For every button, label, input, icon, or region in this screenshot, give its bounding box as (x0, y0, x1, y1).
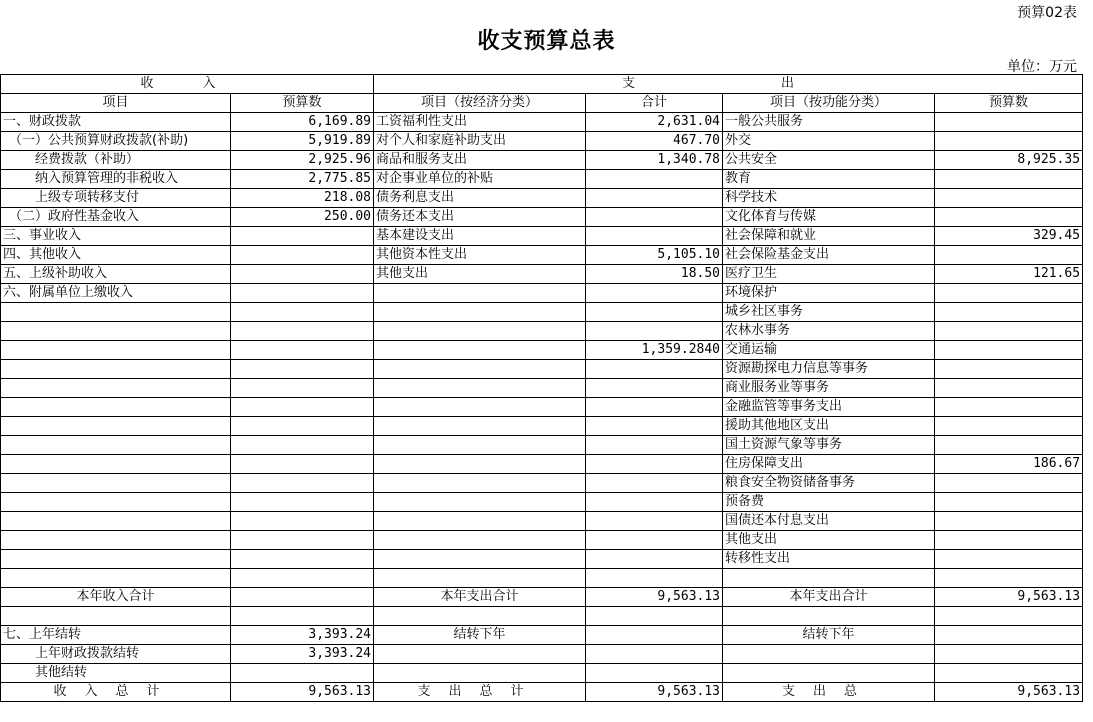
form-number: 预算02表 (1017, 5, 1077, 21)
column-header-row (1, 94, 1083, 113)
econ-item (374, 398, 586, 417)
income-item: （二）政府性基金收入 (1, 208, 231, 227)
expense-total-value: 9,563.13 (586, 683, 723, 702)
col-func-item: 项目（按功能分类） (723, 94, 935, 113)
carry-in-label: 七、上年结转 (1, 626, 231, 645)
income-value (231, 436, 374, 455)
econ-value (586, 417, 723, 436)
econ-value (586, 284, 723, 303)
income-item: 一、财政拨款 (1, 113, 231, 132)
func-item: 国债还本付息支出 (723, 512, 935, 531)
income-value (231, 303, 374, 322)
func-item: 医疗卫生 (723, 265, 935, 284)
func-value (935, 284, 1083, 303)
year-expense-label: 本年支出合计 (374, 588, 586, 607)
col-econ-total: 合计 (586, 94, 723, 113)
col-income-item: 项目 (1, 94, 231, 113)
func-item: 资源勘探电力信息等事务 (723, 360, 935, 379)
blank-row (1, 607, 1083, 626)
func-item: 粮食安全物资储备事务 (723, 474, 935, 493)
econ-value (586, 303, 723, 322)
table-row (1, 360, 1083, 379)
income-total-label: 收入总计 (1, 683, 231, 702)
func-item: 其他支出 (723, 531, 935, 550)
income-value (231, 474, 374, 493)
econ-item: 债务利息支出 (374, 189, 586, 208)
econ-value (586, 569, 723, 588)
page-title: 收支预算总表 (477, 28, 616, 54)
func-value (935, 512, 1083, 531)
expense-total-label: 支出总计 (374, 683, 586, 702)
income-value: 2,925.96 (231, 151, 374, 170)
func-value (935, 113, 1083, 132)
carry-out-func-label: 结转下年 (723, 626, 935, 645)
econ-item: 其他支出 (374, 265, 586, 284)
table-row (1, 417, 1083, 436)
carry-fin-row (1, 645, 1083, 664)
income-value (231, 322, 374, 341)
year-income-label: 本年收入合计 (1, 588, 231, 607)
func-value (935, 246, 1083, 265)
expense-group-header: 支 出 (374, 75, 1083, 94)
income-value: 250.00 (231, 208, 374, 227)
func-value (935, 474, 1083, 493)
econ-item: 基本建设支出 (374, 227, 586, 246)
income-value (231, 569, 374, 588)
func-value (935, 493, 1083, 512)
carry-in-value: 3,393.24 (231, 626, 374, 645)
table-row (1, 322, 1083, 341)
income-item: 纳入预算管理的非税收入 (1, 170, 231, 189)
econ-value: 467.70 (586, 132, 723, 151)
table-row (1, 151, 1083, 170)
func-item: 金融监管等事务支出 (723, 398, 935, 417)
income-item: 经费拨款（补助） (1, 151, 231, 170)
income-item (1, 417, 231, 436)
income-item (1, 531, 231, 550)
econ-item: 其他资本性支出 (374, 246, 586, 265)
income-value (231, 284, 374, 303)
func-item: 环境保护 (723, 284, 935, 303)
func-item: 国土资源气象等事务 (723, 436, 935, 455)
func-value (935, 360, 1083, 379)
func-item: 文化体育与传媒 (723, 208, 935, 227)
econ-value: 1,340.78 (586, 151, 723, 170)
econ-item (374, 417, 586, 436)
carry-fin-value: 3,393.24 (231, 645, 374, 664)
income-item (1, 550, 231, 569)
year-expense-econ-value: 9,563.13 (586, 588, 723, 607)
func-value (935, 322, 1083, 341)
econ-item (374, 360, 586, 379)
income-value: 2,775.85 (231, 170, 374, 189)
econ-item (374, 474, 586, 493)
year-income-value (231, 588, 374, 607)
income-item (1, 341, 231, 360)
func-item: 城乡社区事务 (723, 303, 935, 322)
table-row (1, 398, 1083, 417)
func-item: 社会保障和就业 (723, 227, 935, 246)
col-func-budget: 预算数 (935, 94, 1083, 113)
econ-value (586, 322, 723, 341)
func-value: 186.67 (935, 455, 1083, 474)
income-item (1, 474, 231, 493)
income-value (231, 493, 374, 512)
func-value (935, 303, 1083, 322)
econ-value: 2,631.04 (586, 113, 723, 132)
income-item (1, 569, 231, 588)
income-group-header: 收 入 (1, 75, 374, 94)
table-row (1, 170, 1083, 189)
year-expense-func-label: 本年支出合计 (723, 588, 935, 607)
func-item: 商业服务业等事务 (723, 379, 935, 398)
econ-item (374, 550, 586, 569)
table-row (1, 474, 1083, 493)
income-value (231, 227, 374, 246)
income-item (1, 379, 231, 398)
func-item: 交通运输 (723, 341, 935, 360)
econ-item (374, 284, 586, 303)
income-value (231, 531, 374, 550)
table-row (1, 436, 1083, 455)
econ-value (586, 512, 723, 531)
income-item (1, 360, 231, 379)
other-carry-label: 其他结转 (1, 664, 231, 683)
econ-value (586, 208, 723, 227)
econ-item: 对企事业单位的补贴 (374, 170, 586, 189)
income-value (231, 341, 374, 360)
func-item: 一般公共服务 (723, 113, 935, 132)
income-value (231, 246, 374, 265)
func-value (935, 170, 1083, 189)
func-value: 329.45 (935, 227, 1083, 246)
func-item: 公共安全 (723, 151, 935, 170)
income-item: 五、上级补助收入 (1, 265, 231, 284)
table-row (1, 265, 1083, 284)
year-total-row (1, 588, 1083, 607)
econ-value (586, 189, 723, 208)
col-econ-item: 项目（按经济分类） (374, 94, 586, 113)
econ-item: 工资福利性支出 (374, 113, 586, 132)
func-value (935, 189, 1083, 208)
func-value (935, 132, 1083, 151)
func-item: 住房保障支出 (723, 455, 935, 474)
income-item (1, 493, 231, 512)
econ-value (586, 398, 723, 417)
income-item: （一）公共预算财政拨款(补助) (1, 132, 231, 151)
table-row (1, 227, 1083, 246)
income-item: 上级专项转移支付 (1, 189, 231, 208)
income-value (231, 512, 374, 531)
func-value (935, 550, 1083, 569)
func-value (935, 379, 1083, 398)
income-value (231, 550, 374, 569)
func-value (935, 208, 1083, 227)
income-value (231, 360, 374, 379)
func-item (723, 569, 935, 588)
econ-item (374, 341, 586, 360)
func-value (935, 417, 1083, 436)
func-item: 转移性支出 (723, 550, 935, 569)
econ-value (586, 531, 723, 550)
income-item (1, 436, 231, 455)
func-value (935, 398, 1083, 417)
income-item (1, 322, 231, 341)
func-value (935, 436, 1083, 455)
func-item: 预备费 (723, 493, 935, 512)
econ-item: 债务还本支出 (374, 208, 586, 227)
econ-value (586, 455, 723, 474)
grand-total-row (1, 683, 1083, 702)
func-item: 外交 (723, 132, 935, 151)
income-item: 四、其他收入 (1, 246, 231, 265)
table-row (1, 189, 1083, 208)
func-value (935, 531, 1083, 550)
econ-value (586, 379, 723, 398)
income-value (231, 379, 374, 398)
econ-value: 1,359.2840 (586, 341, 723, 360)
econ-item (374, 322, 586, 341)
table-row (1, 493, 1083, 512)
expense-total-func-value: 9,563.13 (935, 683, 1083, 702)
econ-item (374, 379, 586, 398)
func-value: 121.65 (935, 265, 1083, 284)
table-row (1, 303, 1083, 322)
col-income-budget: 预算数 (231, 94, 374, 113)
table-row (1, 531, 1083, 550)
table-row (1, 246, 1083, 265)
unit-label: 单位：万元 (1007, 59, 1077, 75)
econ-value: 5,105.10 (586, 246, 723, 265)
table-row (1, 284, 1083, 303)
income-value (231, 265, 374, 284)
econ-item (374, 493, 586, 512)
income-item (1, 512, 231, 531)
econ-item (374, 531, 586, 550)
expense-total-func-label: 支出总 (723, 683, 935, 702)
year-expense-func-value: 9,563.13 (935, 588, 1083, 607)
econ-item (374, 512, 586, 531)
income-value (231, 417, 374, 436)
income-value (231, 398, 374, 417)
income-value: 6,169.89 (231, 113, 374, 132)
econ-item (374, 303, 586, 322)
table-row (1, 341, 1083, 360)
func-value (935, 569, 1083, 588)
econ-value (586, 360, 723, 379)
group-header-row (1, 75, 1083, 94)
econ-value (586, 493, 723, 512)
income-value: 218.08 (231, 189, 374, 208)
table-row (1, 113, 1083, 132)
func-item: 科学技术 (723, 189, 935, 208)
econ-value (586, 436, 723, 455)
econ-item: 商品和服务支出 (374, 151, 586, 170)
econ-value (586, 227, 723, 246)
income-item (1, 398, 231, 417)
func-item: 农林水事务 (723, 322, 935, 341)
func-value: 8,925.35 (935, 151, 1083, 170)
econ-value (586, 474, 723, 493)
econ-value (586, 170, 723, 189)
func-item: 社会保险基金支出 (723, 246, 935, 265)
table-row (1, 455, 1083, 474)
income-item: 六、附属单位上缴收入 (1, 284, 231, 303)
budget-table (0, 74, 1083, 702)
carry-out-label: 结转下年 (374, 626, 586, 645)
income-total-value: 9,563.13 (231, 683, 374, 702)
income-item (1, 455, 231, 474)
table-row (1, 379, 1083, 398)
income-item (1, 303, 231, 322)
income-value: 5,919.89 (231, 132, 374, 151)
table-row (1, 550, 1083, 569)
table-row (1, 569, 1083, 588)
totals-section (1, 588, 1083, 702)
func-value (935, 341, 1083, 360)
econ-item: 对个人和家庭补助支出 (374, 132, 586, 151)
econ-item (374, 436, 586, 455)
table-row (1, 132, 1083, 151)
table-row (1, 512, 1083, 531)
econ-value: 18.50 (586, 265, 723, 284)
func-item: 教育 (723, 170, 935, 189)
carry-fin-label: 上年财政拨款结转 (1, 645, 231, 664)
econ-value (586, 550, 723, 569)
econ-item (374, 455, 586, 474)
econ-item (374, 569, 586, 588)
table-row (1, 208, 1083, 227)
income-item: 三、事业收入 (1, 227, 231, 246)
carry-row (1, 626, 1083, 645)
other-carry-row (1, 664, 1083, 683)
income-value (231, 455, 374, 474)
func-item: 援助其他地区支出 (723, 417, 935, 436)
